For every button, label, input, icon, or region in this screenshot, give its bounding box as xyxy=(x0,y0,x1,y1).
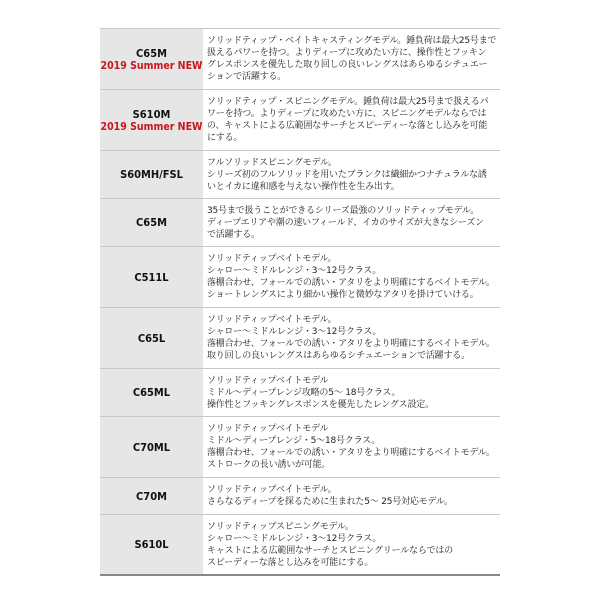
description-line: 操作性とフッキングレスポンスを優先したレングス設定。 xyxy=(207,399,434,410)
model-name: S610M xyxy=(132,107,171,121)
model-cell xyxy=(100,29,203,90)
description-line: 落棚合わせ、フォールでの誘い・アタリをより明確にするベイトモデル。 xyxy=(207,339,495,349)
rod-spec-rows xyxy=(100,29,500,575)
model-cell xyxy=(100,151,203,199)
model-cell xyxy=(100,369,203,417)
description-line: ションで活躍する。 xyxy=(207,72,287,82)
model-description xyxy=(203,417,500,478)
description-line: グレスポンスを優先した取り回しの良いレングスはあらゆるシチュエー xyxy=(207,60,488,70)
description-line: ソリッドティップベイトモデル。 xyxy=(207,254,337,264)
model-description xyxy=(203,247,500,308)
table-row xyxy=(100,515,500,575)
model-name: S610L xyxy=(134,538,169,551)
table-row xyxy=(100,199,500,247)
description-line: シャロー〜ミドルレンジ・3〜12号クラス。 xyxy=(207,533,382,544)
description-line: シャロー〜ミドルレンジ・3〜12号クラス。 xyxy=(207,266,382,276)
description-line: スピーディーな落とし込みを可能にする。 xyxy=(207,557,374,568)
description-line: ショートレングスにより細かい操作と微妙なアタリを掛けていける。 xyxy=(207,290,479,300)
model-cell xyxy=(100,308,203,369)
table-row xyxy=(100,29,500,90)
model-cell xyxy=(100,417,203,478)
table-row xyxy=(100,151,500,199)
model-description xyxy=(203,151,500,199)
description-line: ソリッドティップスピニングモデル。 xyxy=(207,521,354,532)
new-model-badge: 2019 Summer NEW xyxy=(100,120,203,133)
description-line: ストロークの長い誘いが可能。 xyxy=(207,460,331,470)
model-description xyxy=(203,308,500,369)
model-description xyxy=(203,478,500,515)
model-name: S60MH/FSL xyxy=(120,168,183,181)
description-line: シャロー〜ミドルレンジ・3〜12号クラス。 xyxy=(207,327,382,337)
table-row xyxy=(100,369,500,417)
description-line: の、キャストによる広範囲なサーチとスピーディーな落とし込みを可能 xyxy=(207,121,488,131)
description-line: 落棚合わせ、フォールでの誘い・アタリをより明確にするベイトモデル。 xyxy=(207,448,495,458)
description-line: ソリッドティップ・スピニングモデル。錘負荷は最大25号まで扱えるパ xyxy=(207,97,489,107)
model-name: C65ML xyxy=(132,386,171,399)
description-line: にする。 xyxy=(207,133,243,143)
table-row xyxy=(100,417,500,478)
model-description xyxy=(203,199,500,247)
description-line: 扱えるパワーを持つ。よりディープに攻めたい方に、操作性とフッキン xyxy=(207,48,487,58)
description-line: 35号まで扱うことができるシリーズ最強のソリッドティップモデル。 xyxy=(207,205,479,216)
model-description xyxy=(203,515,500,575)
rod-spec-table xyxy=(100,28,500,575)
new-model-badge: 2019 Summer NEW xyxy=(100,59,203,72)
model-name: C65M xyxy=(136,216,167,229)
model-cell xyxy=(100,515,203,575)
model-cell xyxy=(100,247,203,308)
description-line: ソリッドティップベイトモデル xyxy=(207,375,329,386)
model-description xyxy=(203,90,500,151)
model-name: C65M xyxy=(136,46,167,60)
description-line: さらなるディープを探るために生まれた5〜 25号対応モデル。 xyxy=(207,497,453,507)
table-bottom-rule xyxy=(100,574,500,576)
model-cell xyxy=(100,199,203,247)
description-line: 落棚合わせ、フォールでの誘い・アタリをより明確にするベイトモデル。 xyxy=(207,278,495,288)
model-cell xyxy=(100,90,203,151)
model-cell xyxy=(100,478,203,515)
description-line: ソリッドティップベイトモデル。 xyxy=(207,315,337,325)
description-line: ミドル〜ディープレンジ攻略の5〜 18号クラス。 xyxy=(207,387,401,398)
description-line: ソリッドティップベイトモデル xyxy=(207,424,329,434)
description-line: ミドル〜ディープレンジ・5〜18号クラス。 xyxy=(207,436,380,446)
table-row xyxy=(100,247,500,308)
model-description xyxy=(203,369,500,417)
model-name: C511L xyxy=(134,270,169,284)
description-line: ソリッドティップベイトモデル。 xyxy=(207,485,337,495)
description-line: ワーを持つ。よりディープに攻めたい方に、スピニングモデルならでは xyxy=(207,109,487,119)
model-description xyxy=(203,29,500,90)
description-line: で活躍する。 xyxy=(207,229,260,240)
model-name: C65L xyxy=(137,331,166,345)
table-row xyxy=(100,308,500,369)
model-name: C70ML xyxy=(132,440,171,454)
description-line: ディープエリアや潮の速いフィールド、イカのサイズが大きなシーズン xyxy=(207,217,484,228)
table-row xyxy=(100,90,500,151)
description-line: キャストによる広範囲なサーチとスピニングリールならではの xyxy=(207,545,453,556)
description-line: フルソリッドスピニングモデル。 xyxy=(207,157,337,168)
description-line: ソリッドティップ・ベイトキャスティングモデル。錘負荷は最大25号まで xyxy=(207,36,497,46)
table-row xyxy=(100,478,500,515)
description-line: 取り回しの良いレングスはあらゆるシチュエーションで活躍する。 xyxy=(207,351,470,361)
model-name: C70M xyxy=(136,489,167,503)
description-line: いとイカに違和感を与えない操作性を生み出す。 xyxy=(207,181,400,192)
description-line: シリーズ初のフルソリッドを用いたブランクは繊細かつナチュラルな誘 xyxy=(207,169,487,180)
